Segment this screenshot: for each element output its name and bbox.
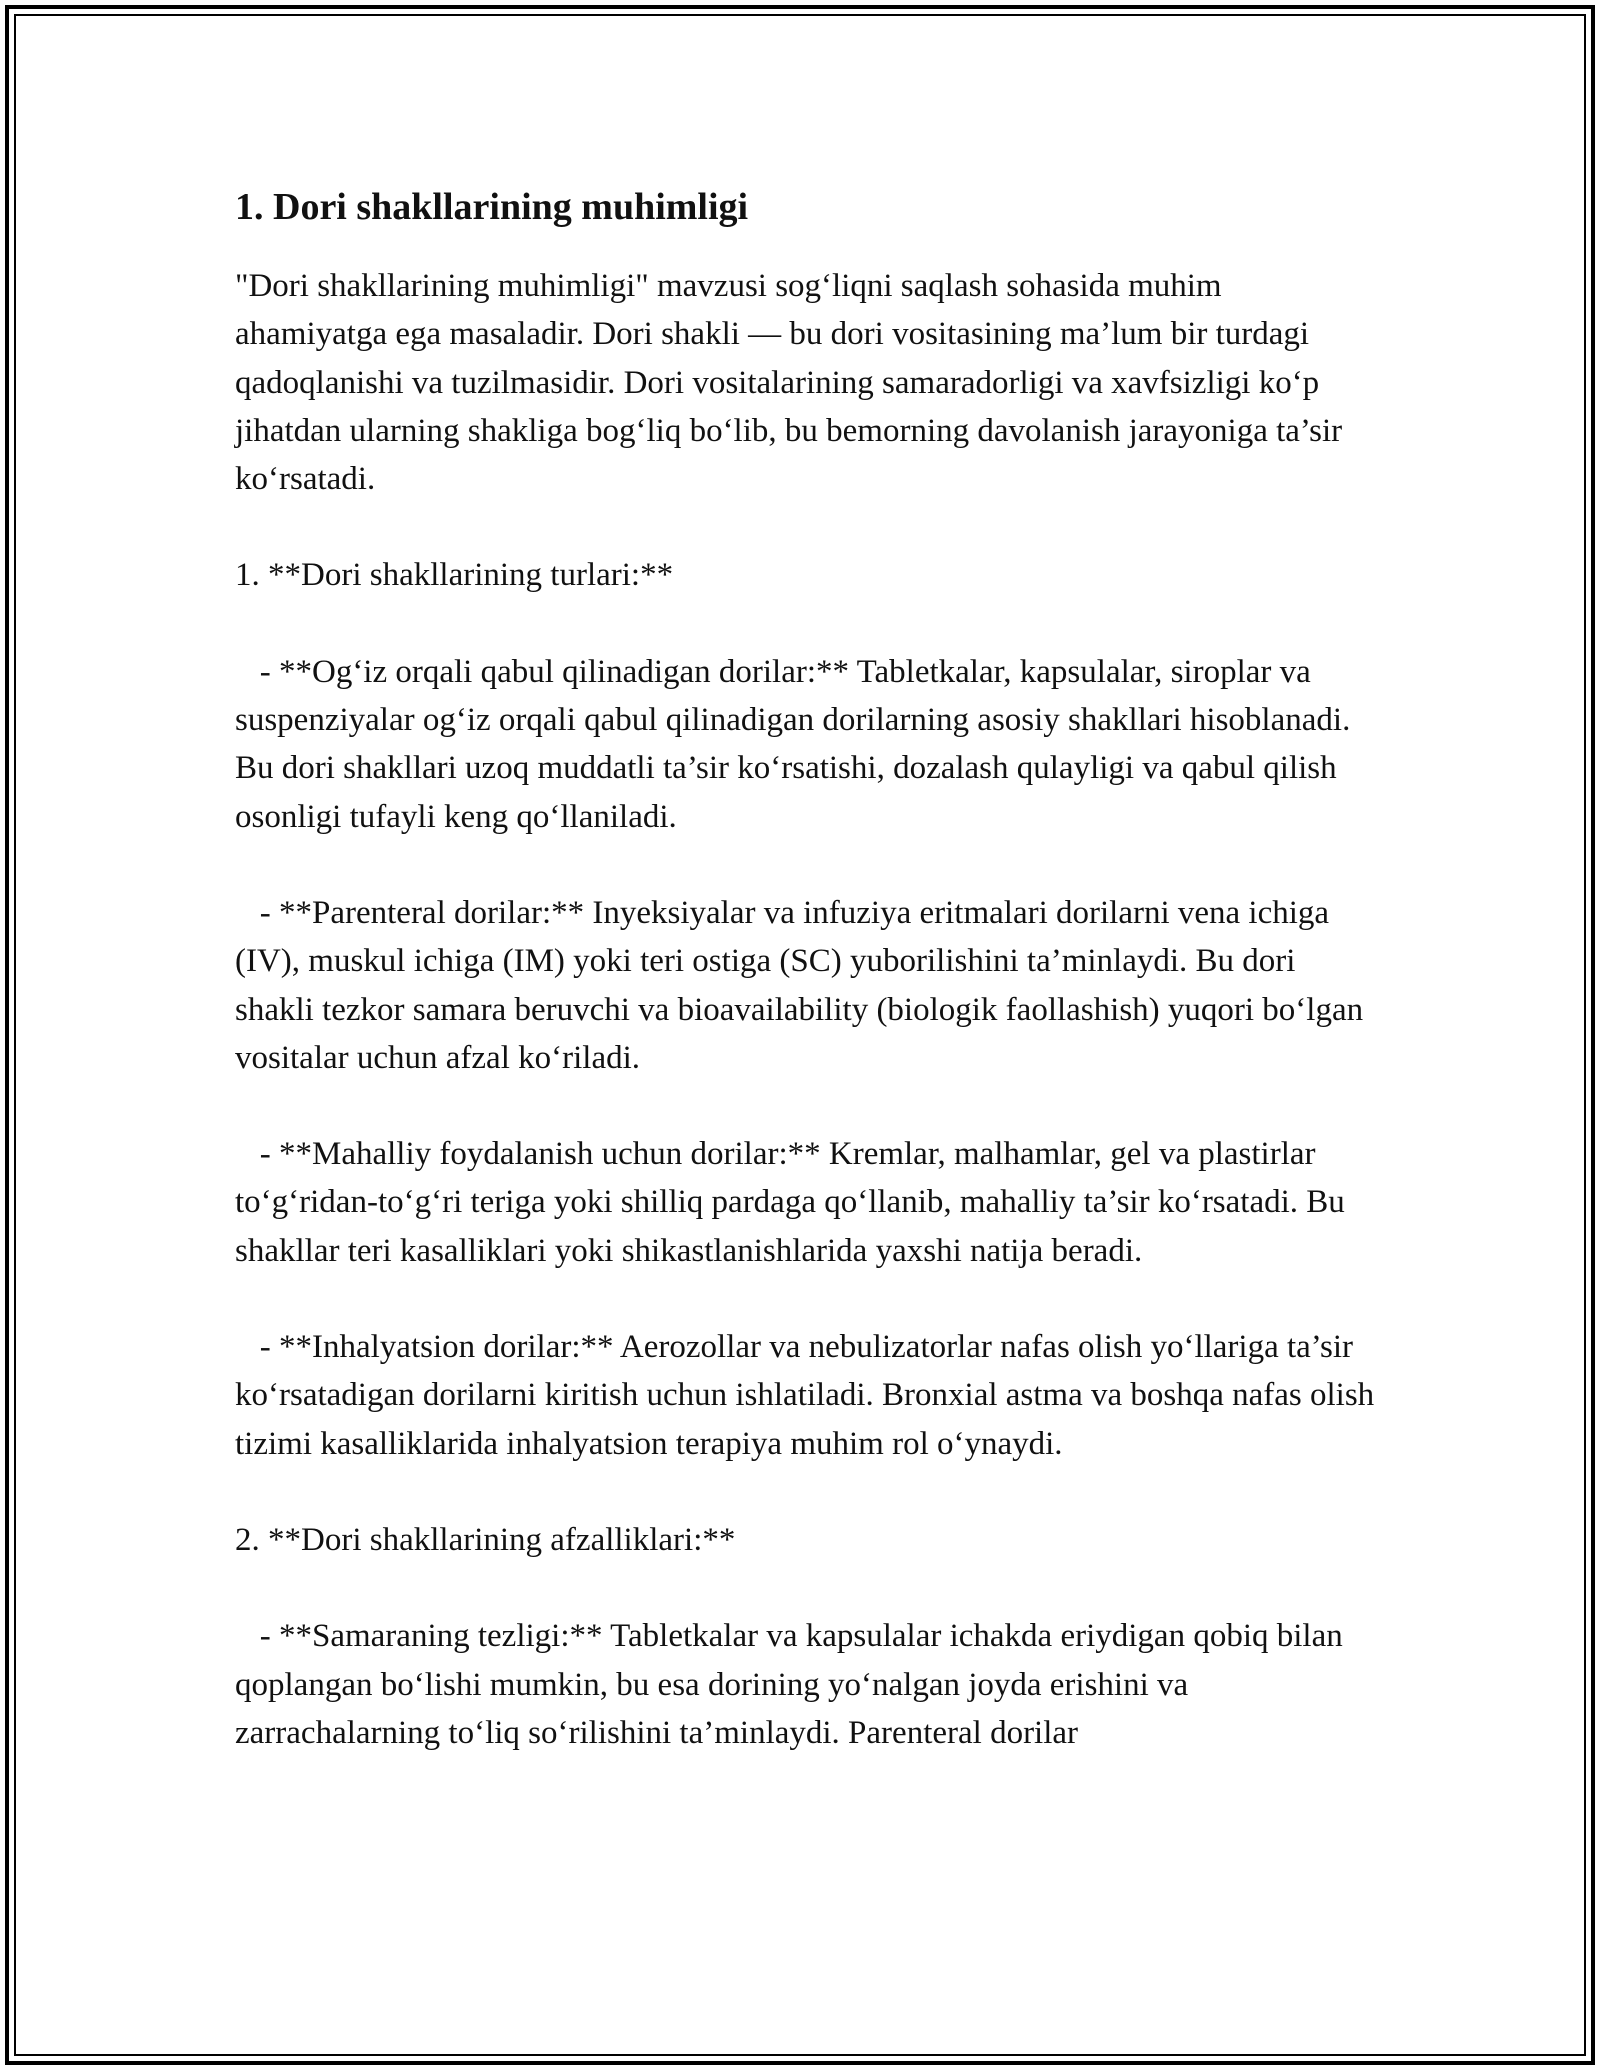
paragraph-topical: - **Mahalliy foydalanish uchun dorilar:** Kremlar, malhamlar, gel va plastirlar to‘g‘ridan-to‘g‘ri teriga yoki shilliq pardaga qo‘llanib, mahalliy ta’sir ko‘rsatadi. Bu shakllar teri kasalliklari yoki shikastlanishlarida yaxshi natija beradi. (235, 1136, 1354, 1269)
document-body (235, 182, 1383, 1757)
paragraph-advantages-heading: 2. **Dori shakllarining afzalliklari:** (235, 1521, 736, 1558)
paragraph-oral: - **Og‘iz orqali qabul qilinadigan dorilar:** Tabletkalar, kapsulalar, siroplar va suspenziyalar og‘iz orqali qabul qilinadigan dorilarning asosiy shakllari hisoblanadi. Bu dori shakllari uzoq muddatli ta’sir ko‘rsatishi, dozalash qulayligi va qabul qilish osonligi tufayli keng qo‘llaniladi. (235, 653, 1359, 835)
document-title: 1. Dori shakllarining muhimligi (235, 186, 749, 228)
paragraph-types-heading: 1. **Dori shakllarining turlari:** (235, 557, 674, 594)
paragraph-speed: - **Samaraning tezligi:** Tabletkalar va kapsulalar ichakda eriydigan qobiq bilan qoplangan bo‘lishi mumkin, bu esa dorining yo‘nalgan joyda erishini va zarrachalarning to‘liq so‘rilishini ta’minlaydi. Parenteral dorilar (235, 1618, 1351, 1751)
paragraph-inhalation: - **Inhalyatsion dorilar:** Aerozollar va nebulizatorlar nafas olish yo‘llariga ta’sir ko‘rsatadigan dorilarni kiritish uchun ishlatiladi. Bronxial astma va boshqa nafas olish tizimi kasalliklarida inhalyatsion terapiya muhim rol o‘ynaydi. (235, 1329, 1383, 1462)
paragraph-intro: "Dori shakllarining muhimligi" mavzusi sog‘liqni saqlash sohasida muhim ahamiyatga ega masaladir. Dori shakli — bu dori vositasining ma’lum bir turdagi qadoqlanishi va tuzilmasidir. Dori vositalarining samaradorligi va xavfsizligi ko‘p jihatdan ularning shakliga bog‘liq bo‘lib, bu bemorning davolanish jarayoniga ta’sir ko‘rsatadi. (235, 268, 1351, 498)
paragraph-parenteral: - **Parenteral dorilar:** Inyeksiyalar va infuziya eritmalari dorilarni vena ichiga (IV), muskul ichiga (IM) yoki teri ostiga (SC) yuborilishini ta’minlaydi. Bu dori shakli tezkor samara beruvchi va bioavailability (biologik faollashish) yuqori bo‘lgan vositalar uchun afzal ko‘riladi. (235, 894, 1372, 1076)
